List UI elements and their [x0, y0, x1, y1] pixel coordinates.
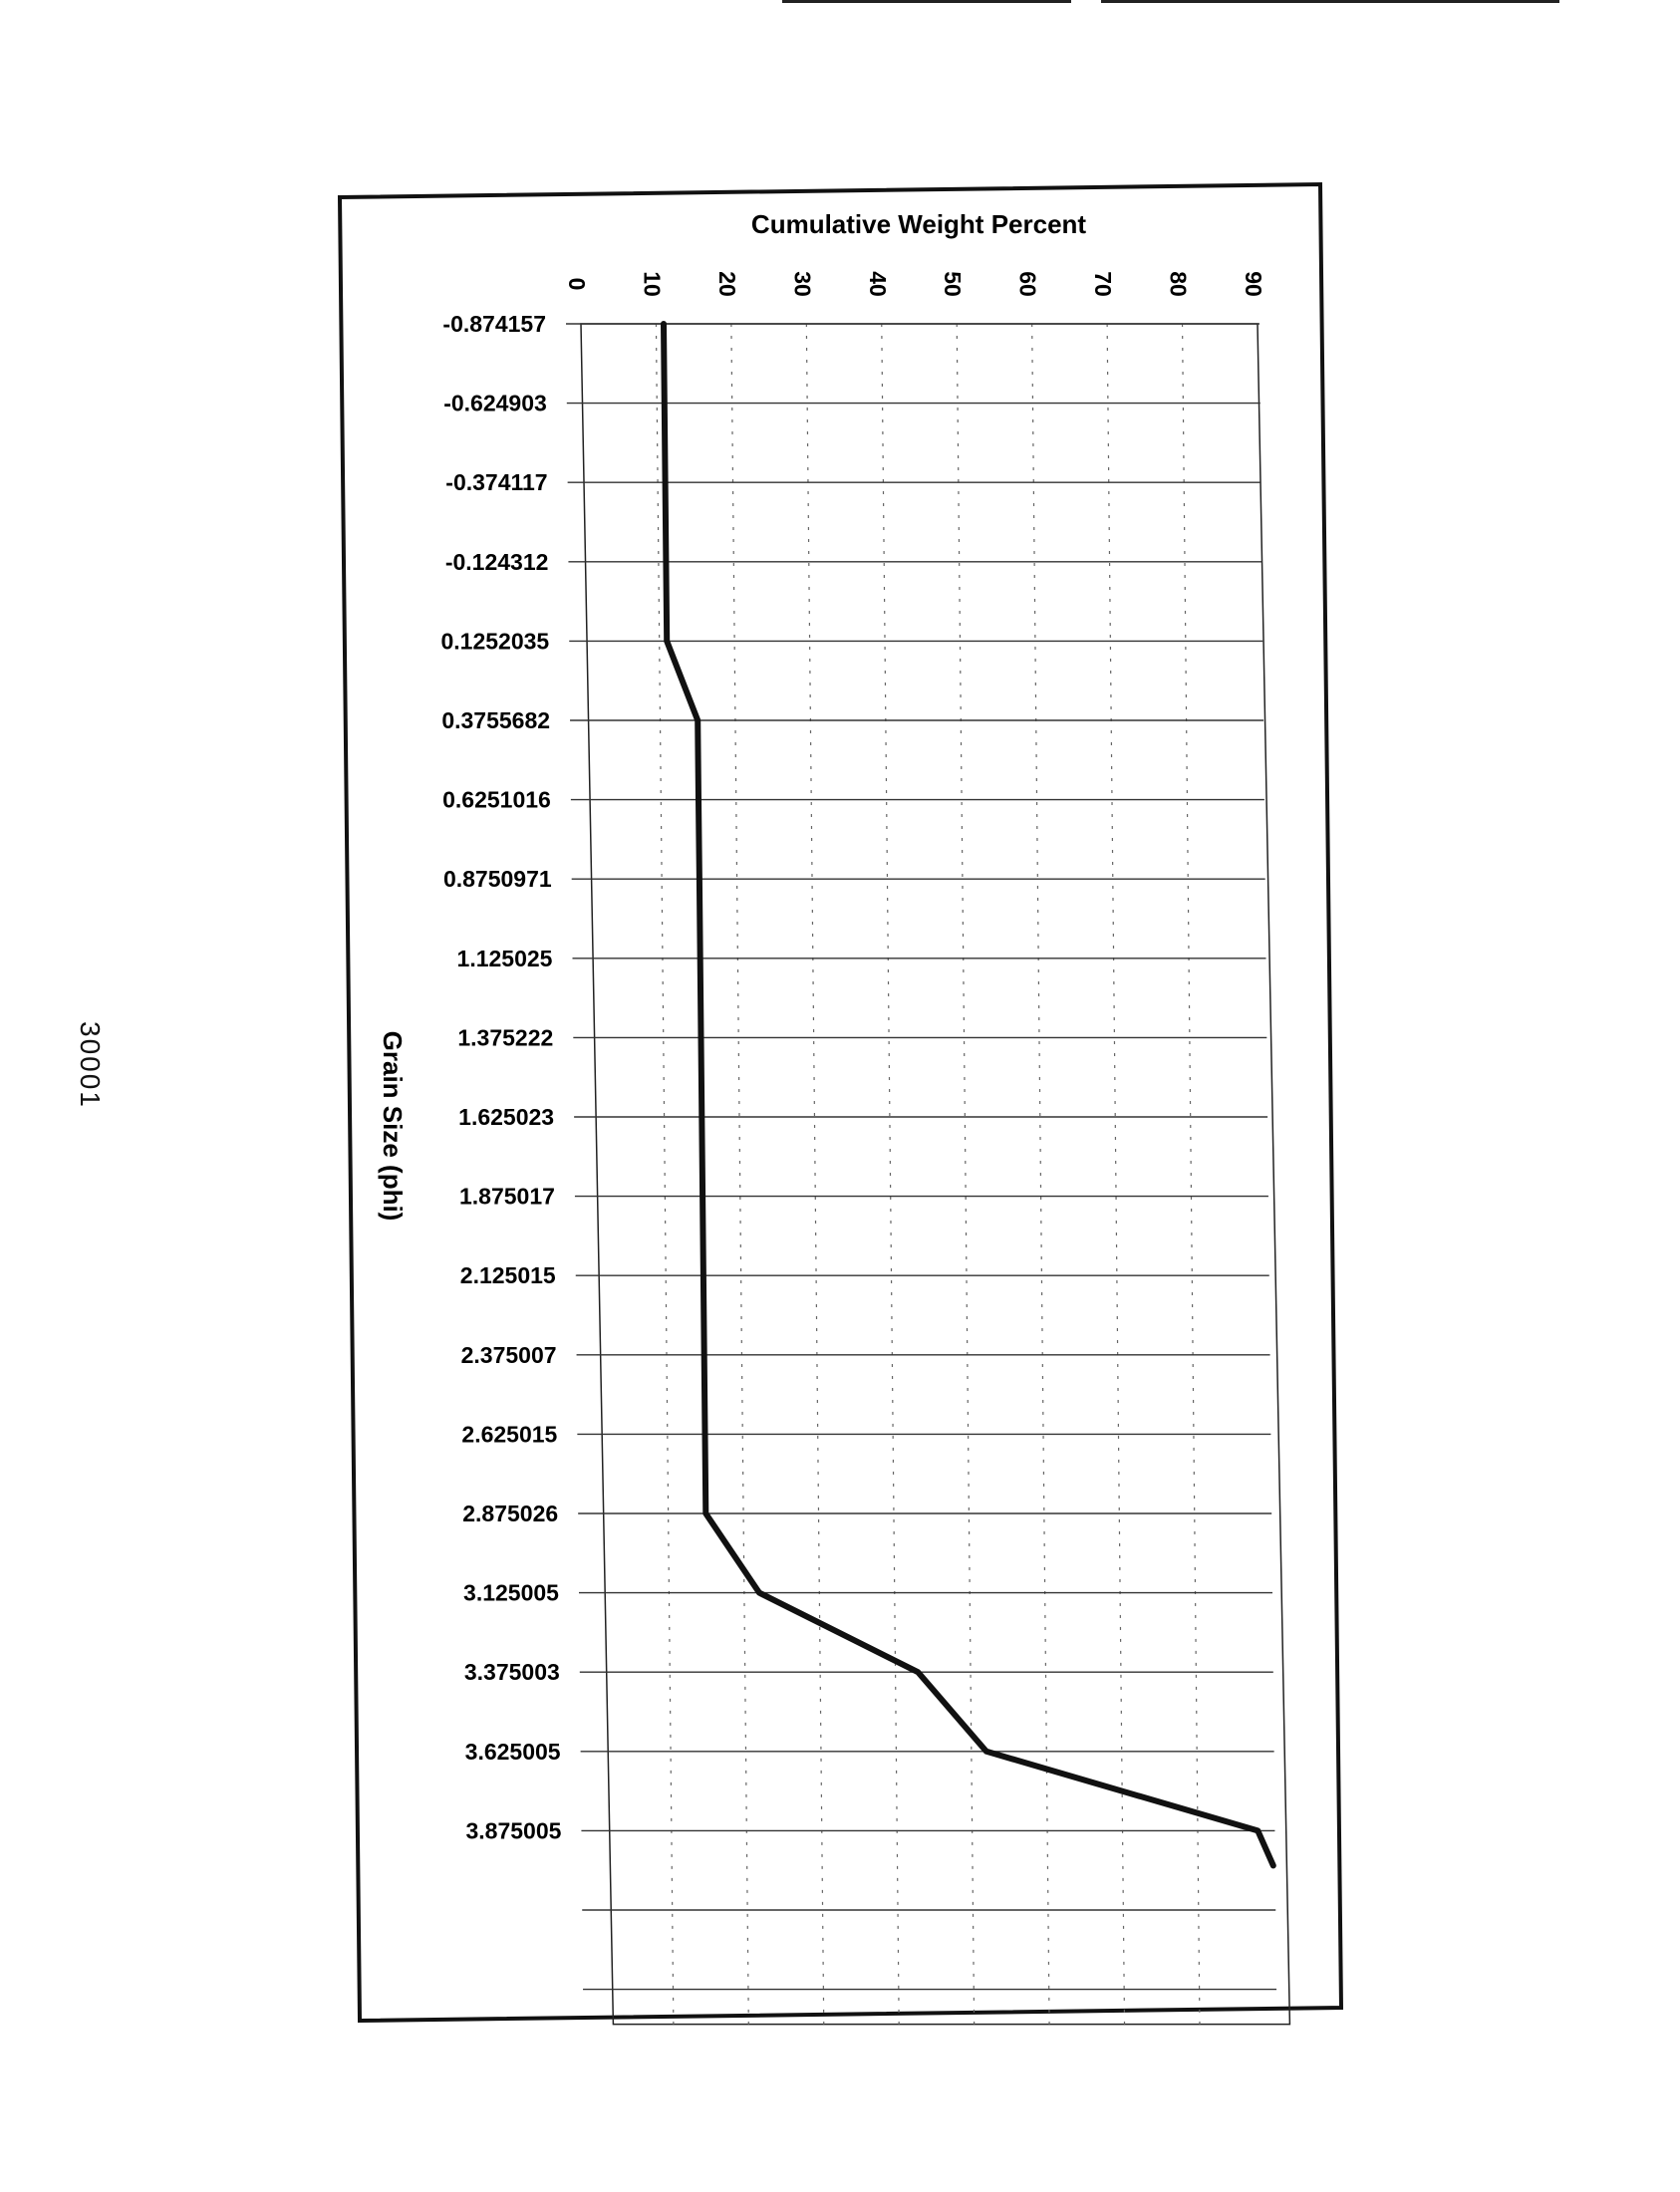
vertical-gridline [1107, 324, 1124, 2025]
y-axis-title: Grain Size (phi) [378, 1030, 408, 1222]
y-tick-label: -0.624903 [443, 390, 547, 416]
vertical-gridline [882, 324, 899, 2025]
y-tick-label: 0.8750971 [442, 866, 552, 893]
y-tick-label: 2.125015 [459, 1262, 556, 1289]
y-tick-label: 1.625023 [458, 1104, 555, 1130]
vertical-gridline [957, 324, 974, 2025]
y-tick-label: 1.125025 [456, 945, 553, 971]
y-tick-label: 2.875026 [462, 1501, 559, 1526]
x-tick-label: 20 [713, 271, 740, 297]
y-tick-label: -0.374117 [445, 469, 548, 496]
y-tick-label: 3.625005 [464, 1738, 561, 1765]
y-tick-label: 2.625015 [461, 1421, 558, 1448]
plot-area [441, 271, 1290, 2024]
x-tick-label: 90 [1241, 271, 1266, 297]
page-number: 30001 [75, 1021, 106, 1109]
y-tick-label: 0.1252035 [440, 628, 550, 655]
y-tick-label: -0.124312 [444, 548, 549, 575]
y-tick-label: 1.375222 [457, 1024, 554, 1051]
vertical-gridline [806, 324, 823, 2025]
y-tick-label: -0.874157 [442, 311, 546, 337]
plot-border [581, 324, 1289, 2025]
x-tick-label: 10 [639, 271, 666, 297]
y-tick-label: 0.3755682 [441, 707, 551, 733]
x-tick-label: 80 [1165, 271, 1192, 297]
x-tick-label: 40 [864, 271, 891, 297]
x-tick-label: 30 [789, 271, 816, 297]
y-tick-label: 3.375003 [463, 1659, 560, 1686]
vertical-gridline [1183, 324, 1200, 2025]
x-tick-label: 0 [564, 277, 590, 291]
vertical-gridline [731, 324, 748, 2025]
x-axis-title: Cumulative Weight Percent [750, 209, 1087, 239]
x-tick-label: 60 [1014, 271, 1041, 297]
y-tick-label: 0.6251016 [442, 786, 551, 813]
y-tick-label: 1.875017 [458, 1183, 555, 1210]
y-tick-label: 3.875005 [465, 1817, 562, 1844]
x-tick-label: 70 [1090, 271, 1117, 297]
y-tick-label: 3.125005 [463, 1579, 559, 1606]
x-tick-label: 50 [940, 271, 967, 297]
y-tick-label: 2.375007 [460, 1341, 557, 1368]
series-line [664, 324, 1273, 1865]
